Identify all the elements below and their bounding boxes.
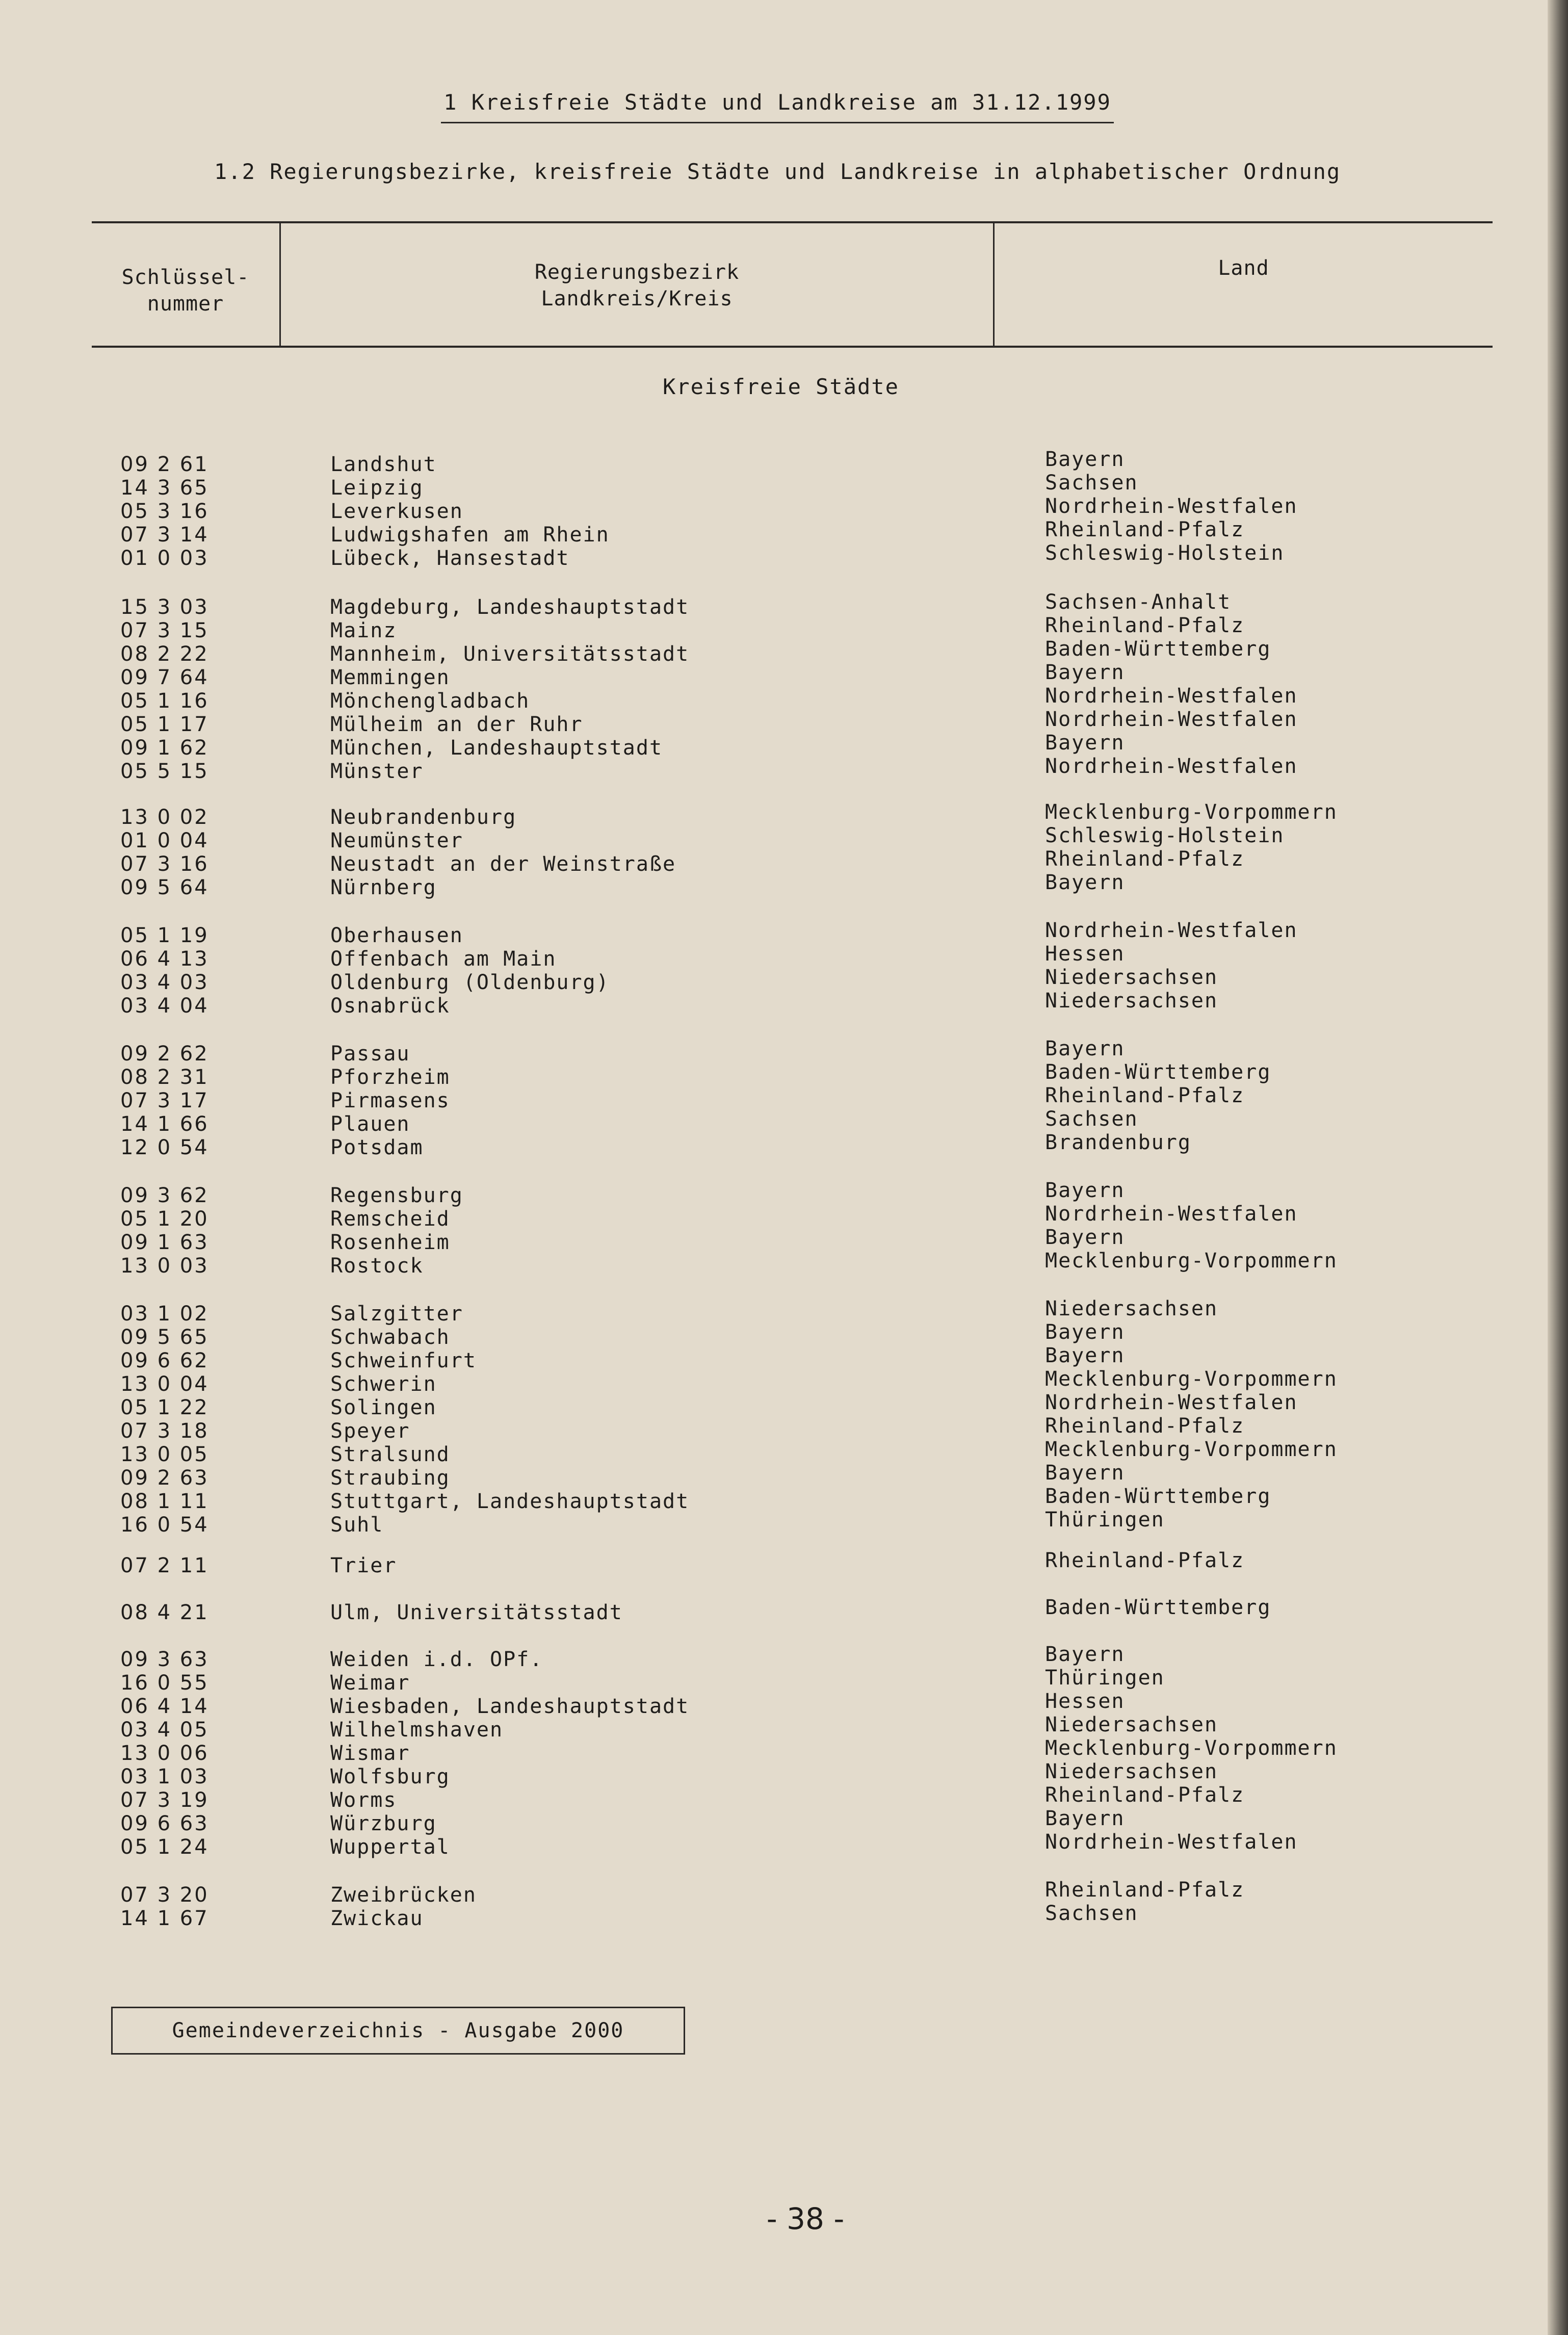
header-key-number-line2: nummer [147, 292, 224, 316]
key-number-cell: 16 0 54 [120, 1513, 209, 1537]
table-row [0, 541, 1568, 570]
land-cell: Bayern [1045, 448, 1125, 471]
land-cell: Nordrhein-Westfalen [1045, 495, 1298, 518]
table-row [0, 1902, 1568, 1930]
table-row [0, 1596, 1568, 1624]
key-number-cell: 07 3 17 [120, 1089, 209, 1112]
table-row [0, 919, 1568, 947]
land-cell: Baden-Württemberg [1045, 1060, 1271, 1084]
key-number-cell: 08 4 21 [120, 1601, 209, 1624]
key-number-cell: 09 6 62 [120, 1349, 209, 1372]
city-name-cell: Oberhausen [330, 924, 463, 947]
city-name-cell: Potsdam [330, 1136, 424, 1159]
row-group [0, 919, 1568, 1018]
key-number-cell: 09 3 63 [120, 1648, 209, 1671]
city-name-cell: München, Landeshauptstadt [330, 736, 663, 760]
key-number-cell: 13 0 03 [120, 1254, 209, 1278]
city-name-cell: Mainz [330, 619, 397, 642]
key-number-cell: 05 1 19 [120, 924, 209, 947]
land-cell: Rheinland-Pfalz [1045, 1549, 1245, 1572]
city-name-cell: Wismar [330, 1742, 410, 1765]
city-name-cell: Ulm, Universitätsstadt [330, 1601, 623, 1624]
key-number-cell: 01 0 04 [120, 829, 209, 852]
key-number-cell: 16 0 55 [120, 1671, 209, 1695]
land-cell: Nordrhein-Westfalen [1045, 755, 1298, 778]
table-row [0, 1760, 1568, 1788]
city-name-cell: Pforzheim [330, 1066, 450, 1089]
key-number-cell: 07 3 16 [120, 852, 209, 876]
land-cell: Thüringen [1045, 1666, 1165, 1690]
table-row [0, 1461, 1568, 1490]
land-cell: Bayern [1045, 1037, 1125, 1060]
table-row [0, 966, 1568, 994]
city-name-cell: Nürnberg [330, 876, 437, 899]
land-cell: Bayern [1045, 1643, 1125, 1666]
table-row [0, 1107, 1568, 1136]
table-row [0, 1878, 1568, 1907]
key-number-cell: 09 7 64 [120, 666, 209, 689]
key-number-cell: 05 1 17 [120, 713, 209, 736]
key-number-cell: 13 0 04 [120, 1372, 209, 1396]
key-number-cell: 09 2 62 [120, 1042, 209, 1066]
table-row [0, 1690, 1568, 1718]
city-name-cell: Rostock [330, 1254, 424, 1278]
land-cell: Schleswig-Holstein [1045, 824, 1285, 847]
footer-publication-box: Gemeindeverzeichnis - Ausgabe 2000 [111, 2007, 685, 2055]
key-number-cell: 05 1 16 [120, 689, 209, 713]
land-cell: Schleswig-Holstein [1045, 541, 1285, 565]
city-name-cell: Wilhelmshaven [330, 1718, 504, 1742]
city-name-cell: Remscheid [330, 1207, 450, 1231]
city-name-cell: Zwickau [330, 1907, 424, 1930]
table-row [0, 708, 1568, 736]
key-number-cell: 13 0 05 [120, 1443, 209, 1466]
land-cell: Rheinland-Pfalz [1045, 847, 1245, 871]
table-row [0, 1783, 1568, 1812]
row-group [0, 1297, 1568, 1537]
city-name-cell: Mönchengladbach [330, 689, 530, 713]
land-cell: Niedersachsen [1045, 966, 1218, 989]
land-cell: Bayern [1045, 1226, 1125, 1249]
row-group [0, 590, 1568, 783]
land-cell: Rheinland-Pfalz [1045, 1783, 1245, 1807]
land-cell: Nordrhein-Westfalen [1045, 708, 1298, 731]
land-cell: Sachsen [1045, 1902, 1138, 1925]
section-title: Kreisfreie Städte [663, 374, 899, 399]
table-row [0, 1391, 1568, 1419]
city-name-cell: Magdeburg, Landeshauptstadt [330, 595, 690, 619]
city-name-cell: Offenbach am Main [330, 947, 557, 971]
table-row [0, 590, 1568, 619]
table-row [0, 1249, 1568, 1278]
table-row [0, 1037, 1568, 1066]
table-row [0, 1485, 1568, 1513]
key-number-cell: 09 2 63 [120, 1466, 209, 1490]
city-name-cell: Schwerin [330, 1372, 437, 1396]
city-name-cell: Leverkusen [330, 500, 463, 523]
land-cell: Niedersachsen [1045, 1760, 1218, 1783]
city-name-cell: Wuppertal [330, 1835, 450, 1859]
city-name-cell: Oldenburg (Oldenburg) [330, 971, 610, 994]
page-edge-shadow [1548, 0, 1568, 2335]
page-header-title: 1 Kreisfreie Städte und Landkreise am 31.12.1999 [441, 90, 1114, 123]
land-cell: Bayern [1045, 1320, 1125, 1344]
table-row [0, 755, 1568, 783]
city-name-cell: Lübeck, Hansestadt [330, 547, 570, 570]
city-name-cell: Pirmasens [330, 1089, 450, 1112]
land-cell: Sachsen [1045, 471, 1138, 495]
table-row [0, 1736, 1568, 1765]
key-number-cell: 07 3 14 [120, 523, 209, 547]
land-cell: Bayern [1045, 871, 1125, 894]
header-land: Land [1218, 256, 1269, 280]
land-cell: Rheinland-Pfalz [1045, 518, 1245, 541]
key-number-cell: 05 5 15 [120, 760, 209, 783]
land-cell: Bayern [1045, 731, 1125, 755]
land-cell: Niedersachsen [1045, 1297, 1218, 1320]
key-number-cell: 07 3 20 [120, 1883, 209, 1907]
table-row [0, 495, 1568, 523]
table-row [0, 824, 1568, 852]
key-number-cell: 09 6 63 [120, 1812, 209, 1835]
key-number-cell: 05 1 20 [120, 1207, 209, 1231]
key-number-cell: 08 1 11 [120, 1490, 209, 1513]
city-name-cell: Regensburg [330, 1184, 463, 1207]
table-row [0, 1508, 1568, 1537]
city-name-cell: Mülheim an der Ruhr [330, 713, 583, 736]
land-cell: Bayern [1045, 1461, 1125, 1485]
land-cell: Mecklenburg-Vorpommern [1045, 1249, 1338, 1273]
row-group [0, 1878, 1568, 1930]
land-cell: Mecklenburg-Vorpommern [1045, 1736, 1338, 1760]
land-cell: Nordrhein-Westfalen [1045, 1202, 1298, 1226]
key-number-cell: 14 1 66 [120, 1112, 209, 1136]
land-cell: Brandenburg [1045, 1131, 1191, 1154]
table-row [0, 731, 1568, 760]
land-cell: Bayern [1045, 1807, 1125, 1830]
table-row [0, 1367, 1568, 1396]
row-group [0, 1179, 1568, 1278]
city-name-cell: Stuttgart, Landeshauptstadt [330, 1490, 690, 1513]
header-district-line1: Regierungsbezirk [534, 261, 740, 284]
key-number-cell: 08 2 31 [120, 1066, 209, 1089]
key-number-cell: 03 4 03 [120, 971, 209, 994]
city-name-cell: Memmingen [330, 666, 450, 689]
table-header [92, 221, 1493, 348]
table-row [0, 518, 1568, 547]
table-row [0, 1179, 1568, 1207]
key-number-cell: 03 1 02 [120, 1302, 209, 1326]
table-row [0, 942, 1568, 971]
row-group [0, 800, 1568, 899]
key-number-cell: 09 3 62 [120, 1184, 209, 1207]
key-number-cell: 09 5 65 [120, 1326, 209, 1349]
city-name-cell: Ludwigshafen am Rhein [330, 523, 610, 547]
table-row [0, 989, 1568, 1018]
table-row [0, 1297, 1568, 1326]
header-key-number-line1: Schlüssel- [121, 266, 250, 289]
table-row [0, 1084, 1568, 1112]
land-cell: Mecklenburg-Vorpommern [1045, 800, 1338, 824]
table-row [0, 871, 1568, 899]
land-cell: Rheinland-Pfalz [1045, 614, 1245, 637]
table-row [0, 1131, 1568, 1159]
land-cell: Baden-Württemberg [1045, 1596, 1271, 1619]
city-name-cell: Osnabrück [330, 994, 450, 1018]
table-row [0, 471, 1568, 500]
land-cell: Niedersachsen [1045, 989, 1218, 1013]
key-number-cell: 14 1 67 [120, 1907, 209, 1930]
row-group [0, 448, 1568, 570]
city-name-cell: Rosenheim [330, 1231, 450, 1254]
row-group [0, 1037, 1568, 1159]
table-row [0, 1830, 1568, 1859]
city-name-cell: Solingen [330, 1396, 437, 1419]
table-row [0, 1549, 1568, 1577]
land-cell: Mecklenburg-Vorpommern [1045, 1367, 1338, 1391]
city-name-cell: Schwabach [330, 1326, 450, 1349]
key-number-cell: 12 0 54 [120, 1136, 209, 1159]
city-name-cell: Mannheim, Universitätsstadt [330, 642, 690, 666]
city-name-cell: Worms [330, 1788, 397, 1812]
key-number-cell: 07 2 11 [120, 1554, 209, 1577]
city-name-cell: Weimar [330, 1671, 410, 1695]
page-number: - 38 - [766, 2201, 845, 2236]
row-group [0, 1596, 1568, 1624]
city-name-cell: Trier [330, 1554, 397, 1577]
land-cell: Niedersachsen [1045, 1713, 1218, 1736]
city-name-cell: Neubrandenburg [330, 806, 517, 829]
column-divider [993, 223, 995, 346]
land-cell: Baden-Württemberg [1045, 1485, 1271, 1508]
key-number-cell: 07 3 15 [120, 619, 209, 642]
header-key-number [92, 264, 279, 317]
table-row [0, 1438, 1568, 1466]
table-row [0, 614, 1568, 642]
city-name-cell: Münster [330, 760, 424, 783]
key-number-cell: 13 0 06 [120, 1742, 209, 1765]
key-number-cell: 09 2 61 [120, 453, 209, 476]
table-row [0, 1320, 1568, 1349]
city-name-cell: Suhl [330, 1513, 384, 1537]
key-number-cell: 05 1 22 [120, 1396, 209, 1419]
city-name-cell: Würzburg [330, 1812, 437, 1835]
key-number-cell: 03 4 04 [120, 994, 209, 1018]
land-cell: Thüringen [1045, 1508, 1165, 1532]
row-group [0, 1643, 1568, 1859]
key-number-cell: 07 3 18 [120, 1419, 209, 1443]
land-cell: Rheinland-Pfalz [1045, 1084, 1245, 1107]
city-name-cell: Schweinfurt [330, 1349, 477, 1372]
city-name-cell: Salzgitter [330, 1302, 463, 1326]
land-cell: Nordrhein-Westfalen [1045, 1830, 1298, 1854]
header-district-line2: Landkreis/Kreis [541, 287, 733, 310]
land-cell: Rheinland-Pfalz [1045, 1878, 1245, 1902]
key-number-cell: 03 4 05 [120, 1718, 209, 1742]
key-number-cell: 15 3 03 [120, 595, 209, 619]
city-name-cell: Stralsund [330, 1443, 450, 1466]
city-name-cell: Neustadt an der Weinstraße [330, 852, 676, 876]
key-number-cell: 09 1 62 [120, 736, 209, 760]
city-name-cell: Weiden i.d. OPf. [330, 1648, 543, 1671]
land-cell: Hessen [1045, 942, 1125, 966]
key-number-cell: 09 5 64 [120, 876, 209, 899]
key-number-cell: 05 3 16 [120, 500, 209, 523]
land-cell: Mecklenburg-Vorpommern [1045, 1438, 1338, 1461]
key-number-cell: 06 4 14 [120, 1695, 209, 1718]
key-number-cell: 08 2 22 [120, 642, 209, 666]
table-row [0, 1666, 1568, 1695]
city-name-cell: Wiesbaden, Landeshauptstadt [330, 1695, 690, 1718]
key-number-cell: 07 3 19 [120, 1788, 209, 1812]
page-subtitle: 1.2 Regierungsbezirke, kreisfreie Städte und Landkreise in alphabetischer Ordnung [214, 159, 1341, 184]
land-cell: Bayern [1045, 1179, 1125, 1202]
table-row [0, 661, 1568, 689]
table-row [0, 1807, 1568, 1835]
key-number-cell: 09 1 63 [120, 1231, 209, 1254]
city-name-cell: Speyer [330, 1419, 410, 1443]
table-row [0, 684, 1568, 713]
key-number-cell: 05 1 24 [120, 1835, 209, 1859]
city-name-cell: Leipzig [330, 476, 424, 500]
header-district [281, 259, 993, 312]
city-name-cell: Plauen [330, 1112, 410, 1136]
city-name-cell: Wolfsburg [330, 1765, 450, 1788]
city-name-cell: Passau [330, 1042, 410, 1066]
city-name-cell: Landshut [330, 453, 437, 476]
city-name-cell: Straubing [330, 1466, 450, 1490]
city-name-cell: Zweibrücken [330, 1883, 477, 1907]
key-number-cell: 13 0 02 [120, 806, 209, 829]
table-row [0, 1643, 1568, 1671]
key-number-cell: 03 1 03 [120, 1765, 209, 1788]
table-row [0, 1202, 1568, 1231]
land-cell: Nordrhein-Westfalen [1045, 919, 1298, 942]
table-row [0, 847, 1568, 876]
key-number-cell: 06 4 13 [120, 947, 209, 971]
table-row [0, 637, 1568, 666]
table-row [0, 800, 1568, 829]
table-row [0, 448, 1568, 476]
land-cell: Bayern [1045, 661, 1125, 684]
land-cell: Sachsen-Anhalt [1045, 590, 1232, 614]
land-cell: Rheinland-Pfalz [1045, 1414, 1245, 1438]
city-name-cell: Neumünster [330, 829, 463, 852]
land-cell: Bayern [1045, 1344, 1125, 1367]
key-number-cell: 01 0 03 [120, 547, 209, 570]
row-group [0, 1549, 1568, 1577]
key-number-cell: 14 3 65 [120, 476, 209, 500]
land-cell: Nordrhein-Westfalen [1045, 1391, 1298, 1414]
land-cell: Baden-Württemberg [1045, 637, 1271, 661]
land-cell: Nordrhein-Westfalen [1045, 684, 1298, 708]
land-cell: Sachsen [1045, 1107, 1138, 1131]
table-row [0, 1060, 1568, 1089]
land-cell: Hessen [1045, 1690, 1125, 1713]
